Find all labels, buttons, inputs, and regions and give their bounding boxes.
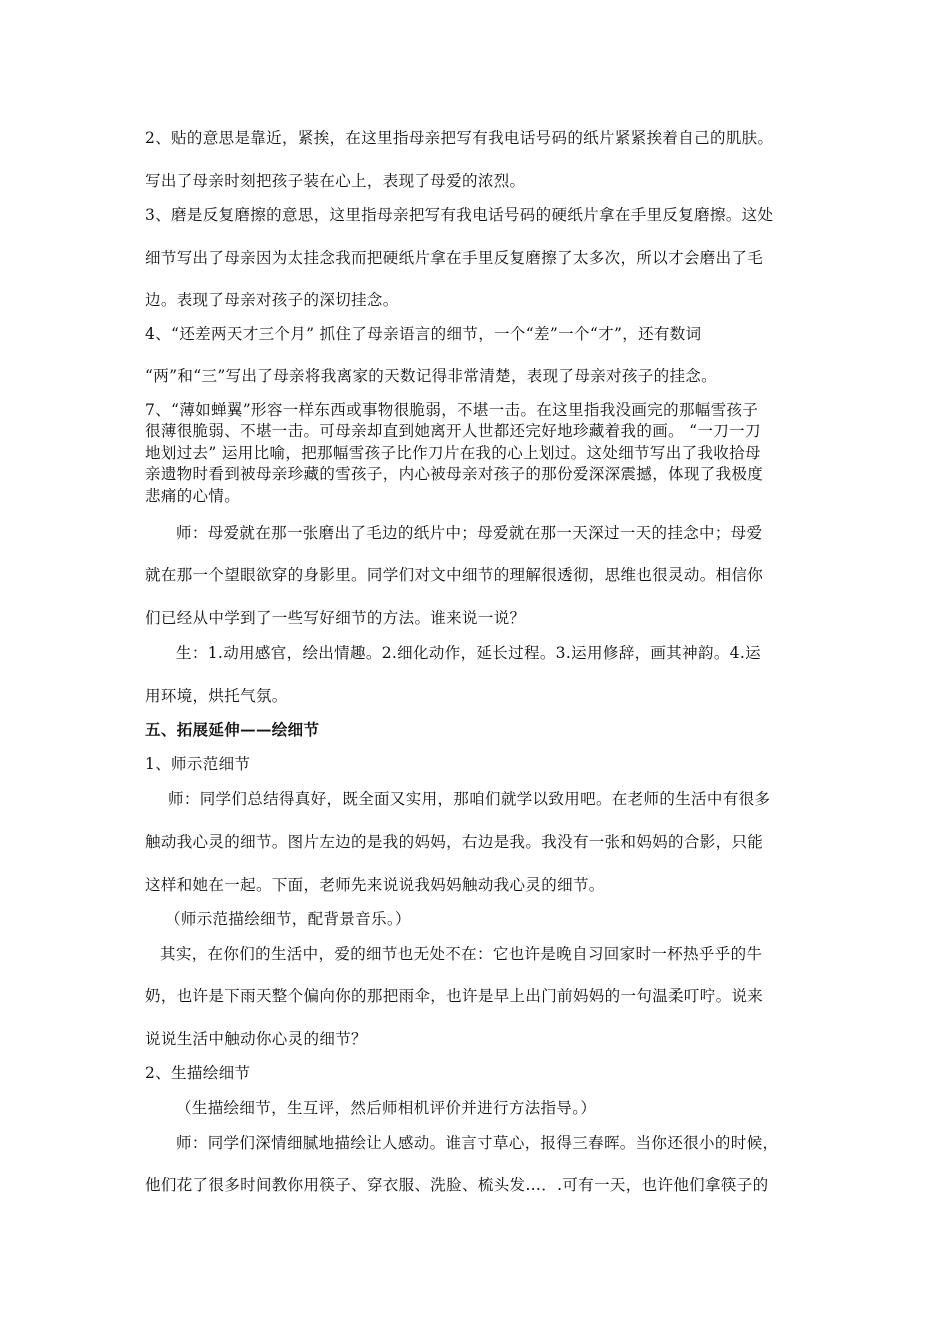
text-line: 7、“薄如蝉翼”形容一样东西或事物很脆弱，不堪一击。在这里指我没画完的那幅雪孩子: [145, 401, 759, 419]
text-line: 就在那一个望眼欲穿的身影里。同学们对文中细节的理解很透彻，思维也很灵动。相信你: [145, 566, 764, 584]
text-line: 们已经从中学到了一些写好细节的方法。谁来说一说？: [145, 609, 526, 627]
text-line: 3、磨是反复磨擦的意思，这里指母亲把写有我电话号码的硬纸片拿在手里反复磨擦。这处: [145, 206, 774, 224]
text-line: 他们花了很多时间教你用筷子、穿衣服、洗脸、梳头发…．.可有一天，也许他们拿筷子的: [145, 1176, 769, 1194]
text-line: （师示范描绘细节，配背景音乐。）: [165, 910, 411, 928]
text-line: 师：同学们深情细腻地描绘让人感动。谁言寸草心，报得三春晖。当你还很小的时候，: [176, 1134, 779, 1152]
text-line: 悲痛的心情。: [145, 487, 241, 505]
text-line: 边。表现了母亲对孩子的深切挂念。: [145, 291, 399, 309]
text-line: 生：1.动用感官，绘出情趣。2.细化动作，延长过程。3.运用修辞，画其神韵。4.运: [176, 644, 762, 662]
section-heading: 五、拓展延伸——绘细节: [145, 720, 320, 739]
text-line: 这样和她在一起。下面，老师先来说说我妈妈触动我心灵的细节。: [145, 876, 605, 894]
text-line: 很薄很脆弱、不堪一击。可母亲却直到她离开人世都还完好地珍藏着我的画。 “一刀一刀: [145, 422, 761, 440]
text-line: 触动我心灵的细节。图片左边的是我的妈妈，右边是我。我没有一张和妈妈的合影，只能: [145, 833, 764, 851]
text-line: “两”和“三”写出了母亲将我离家的天数记得非常清楚，表现了母亲对孩子的挂念。: [145, 367, 717, 385]
text-line: （生描绘细节，生互评，然后师相机评价并进行方法指导。）: [176, 1099, 597, 1117]
text-line: 师：母爱就在那一张磨出了毛边的纸片中；母爱就在那一天深过一天的挂念中；母爱: [176, 524, 763, 542]
text-line: 4、“还差两天才三个月” 抓住了母亲语言的细节，一个“差”一个“才”，还有数词: [145, 325, 702, 343]
text-line: 细节写出了母亲因为太挂念我而把硬纸片拿在手里反复磨擦了太多次，所以才会磨出了毛: [145, 249, 764, 267]
text-line: 亲遗物时看到被母亲珍藏的雪孩子，内心被母亲对孩子的那份爱深深震撼，体现了我极度: [145, 465, 764, 483]
text-line: 写出了母亲时刻把孩子装在心上，表现了母爱的浓烈。: [145, 172, 526, 190]
text-line: 师：同学们总结得真好，既全面又实用，那咱们就学以致用吧。在老师的生活中有很多: [168, 790, 771, 808]
subheading: 2、生描绘细节: [145, 1064, 251, 1082]
text-line: 地划过去” 运用比喻，把那幅雪孩子比作刀片在我的心上划过。这处细节写出了我收拾母: [145, 444, 761, 462]
text-line: 用环境，烘托气氛。: [145, 687, 288, 705]
subheading: 1、师示范细节: [145, 755, 251, 773]
text-line: 说说生活中触动你心灵的细节？: [145, 1030, 367, 1048]
text-line: 其实，在你们的生活中，爱的细节也无处不在：它也许是晚自习回家时一杯热乎乎的牛: [160, 945, 763, 963]
text-line: 2、贴的意思是靠近，紧挨，在这里指母亲把写有我电话号码的纸片紧紧挨着自己的肌肤。: [145, 129, 774, 147]
text-line: 奶，也许是下雨天整个偏向你的那把雨伞，也许是早上出门前妈妈的一句温柔叮咛。说来: [145, 987, 764, 1005]
